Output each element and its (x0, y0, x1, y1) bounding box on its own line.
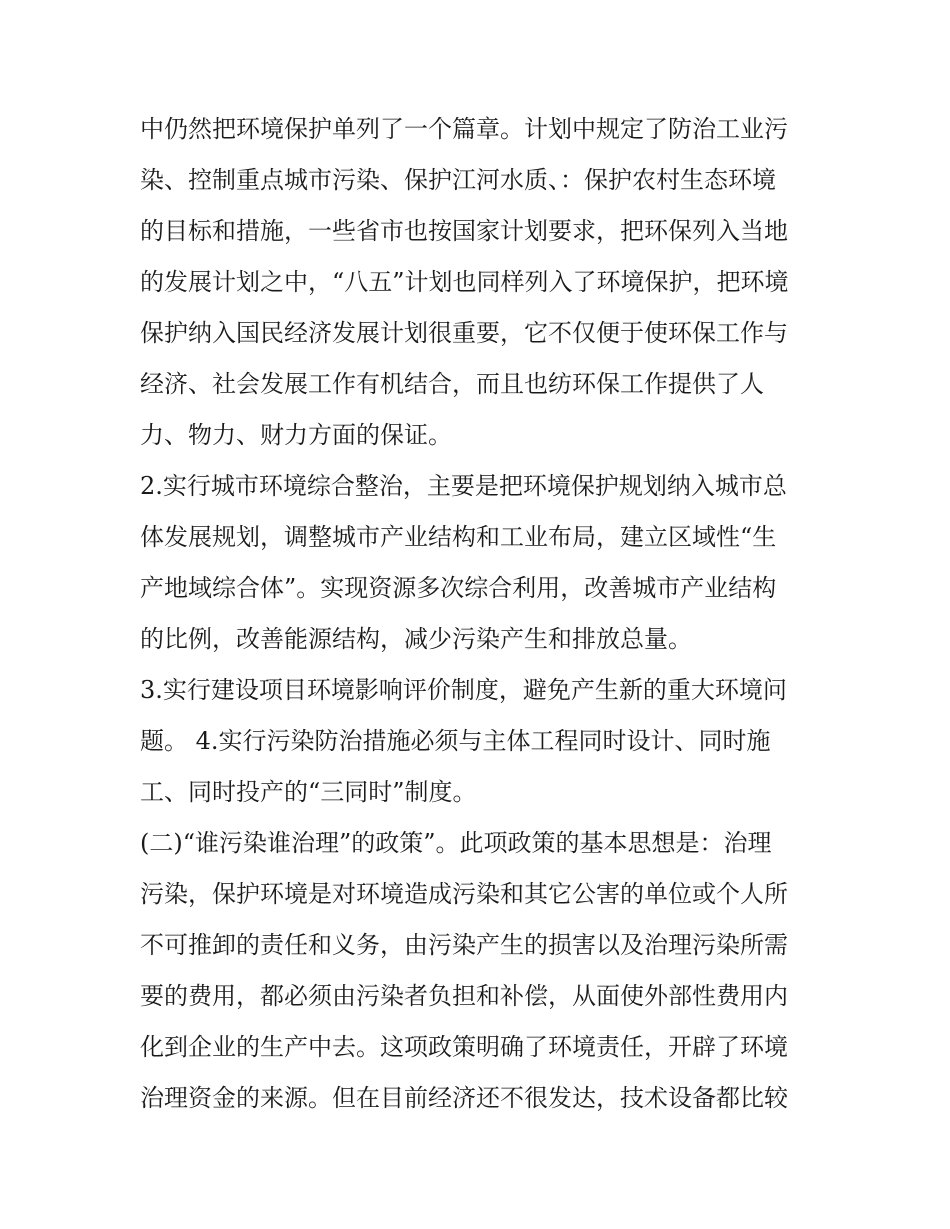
text-line: 的发展计划之中，“八五”计划也同样列入了环境保护，把环境 (140, 268, 789, 296)
text-line: 产地域综合体”。实现资源多次综合利用，改善城市产业结构 (140, 574, 777, 602)
text-line: 经济、社会发展工作有机结合，而且也纺环保工作提供了人 (140, 370, 764, 398)
body-text (140, 104, 830, 1124)
text-line: 保护纳入国民经济发展计划很重要，它不仅便于使环保工作与 (140, 319, 788, 347)
text-line: 的目标和措施，一些省市也按国家计划要求，把环保列入当地 (140, 217, 788, 245)
text-line: 化到企业的生产中去。这项政策明确了环境责任，开辟了环境 (140, 1033, 788, 1061)
text-line: 的比例，改善能源结构，减少污染产生和排放总量。 (140, 625, 692, 653)
text-line: 要的费用，都必须由污染者负担和补偿，从面使外部性费用内 (140, 982, 788, 1010)
text-line: 体发展规划，调整城市产业结构和工业布局，建立区域性“生 (140, 523, 777, 551)
text-line: 工、同时投产的“三同时”制度。 (140, 778, 477, 806)
text-line: 治理资金的来源。但在目前经济还不很发达，技术设备都比较 (140, 1084, 788, 1112)
text-line: 染、控制重点城市污染、保护江河水质、：保护农村生态环境 (140, 166, 776, 194)
text-line: (二)“谁污染谁治理”的政策”。此项政策的基本思想是：治理 (140, 829, 772, 857)
text-line: 中仍然把环境保护单列了一个篇章。计划中规定了防治工业污 (140, 115, 788, 143)
text-line: 2.实行城市环境综合整治，主要是把环境保护规划纳入城市总 (140, 472, 787, 500)
text-line: 不可推卸的责任和义务，由污染产生的损害以及治理污染所需 (140, 931, 788, 959)
text-line: 题。 4.实行污染防治措施必须与主体工程同时设计、同时施 (140, 727, 771, 755)
text-line: 3.实行建设项目环境影响评价制度，避免产生新的重大环境问 (140, 676, 787, 704)
text-line: 污染，保护环境是对环境造成污染和其它公害的单位或个人所 (140, 880, 788, 908)
text-line: 力、物力、财力方面的保证。 (140, 421, 452, 449)
